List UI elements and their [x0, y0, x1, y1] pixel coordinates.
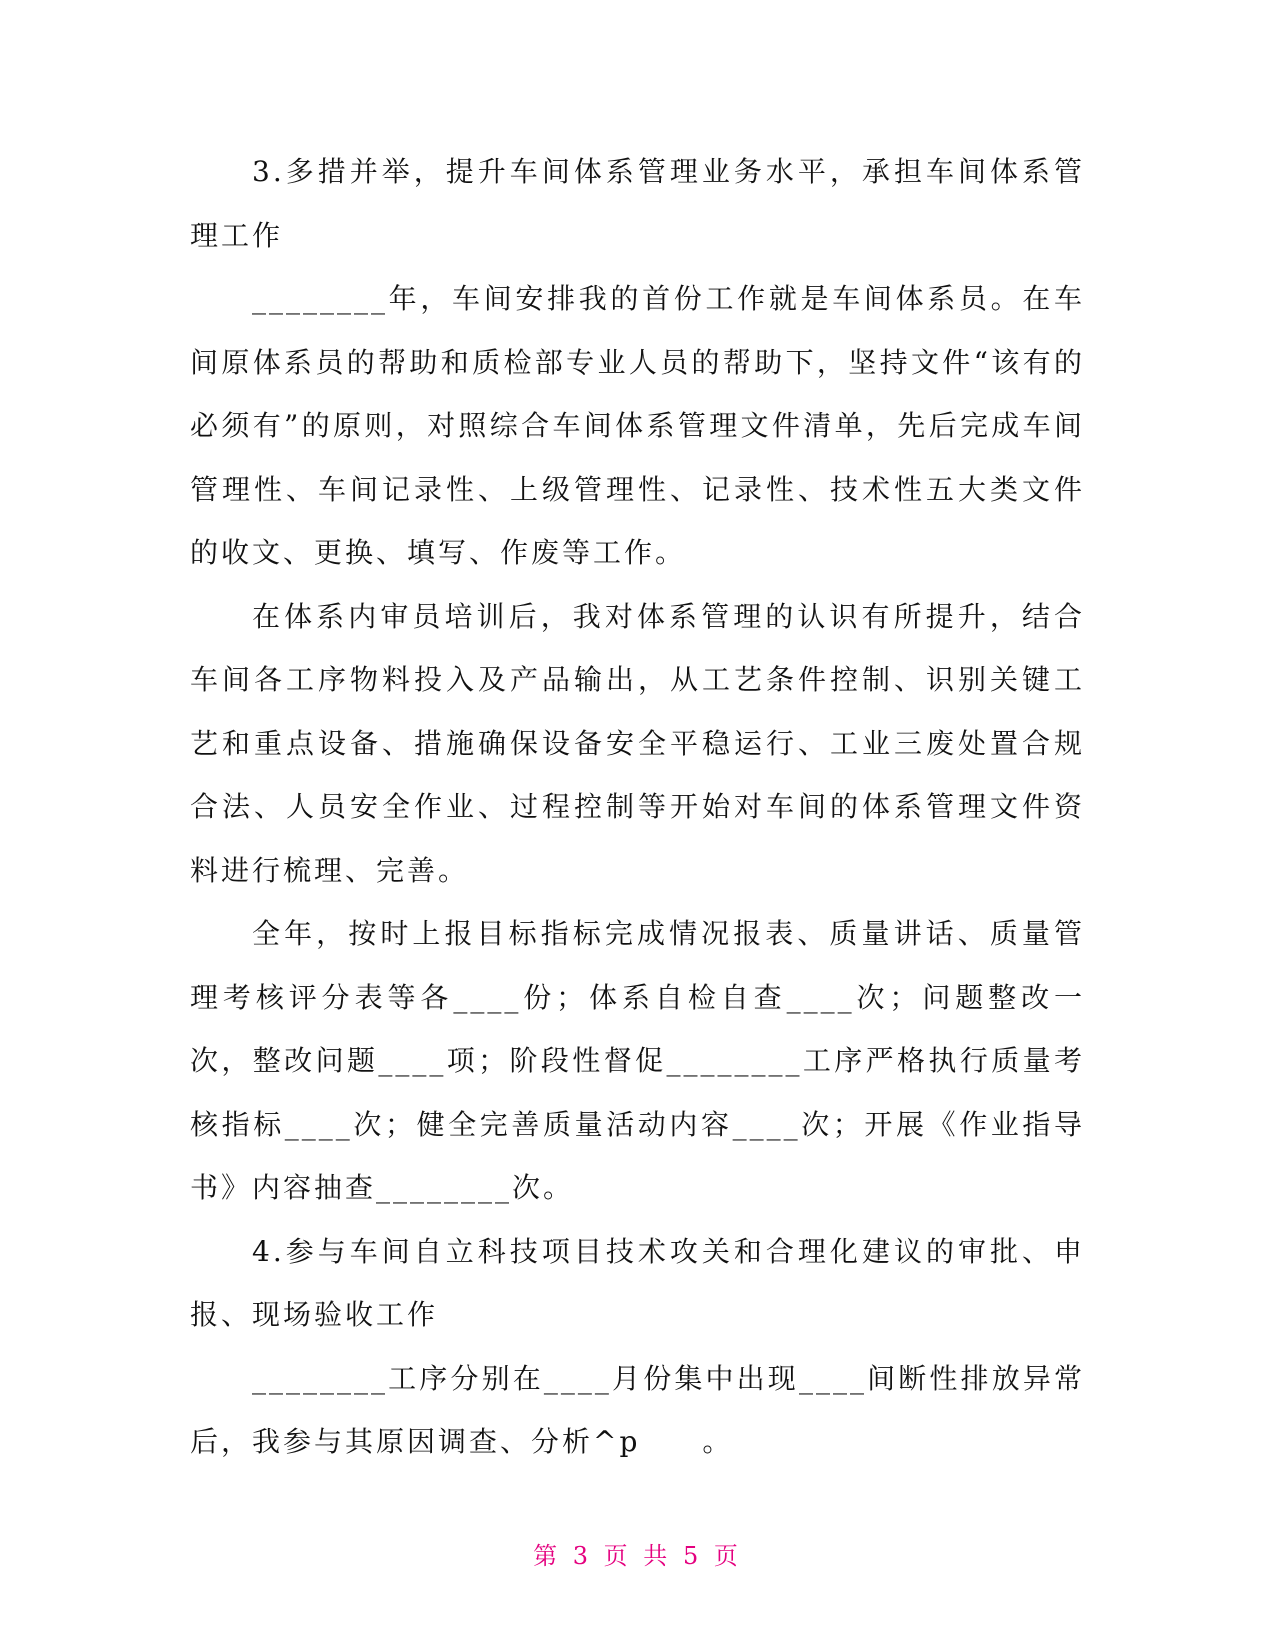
document-body: [190, 140, 1085, 1474]
body-paragraph: ________年，车间安排我的首份工作就是车间体系员。在车间原体系员的帮助和质检部专业人员的帮助下，坚持文件“该有的必须有”的原则，对照综合车间体系管理文件清单，先后完成车间管理性、车间记录性、上级管理性、记录性、技术性五大类文件的收文、更换、填写、作废等工作。: [190, 282, 1085, 569]
body-paragraph: 全年，按时上报目标指标完成情况报表、质量讲话、质量管理考核评分表等各____份；体系自检自查____次；问题整改一次，整改问题____项；阶段性督促________工序严格执行质量考核指标____次；健全完善质量活动内容____次；开展《作业指导书》内容抽查________次。: [190, 917, 1085, 1204]
body-paragraph: 在体系内审员培训后，我对体系管理的认识有所提升，结合车间各工序物料投入及产品输出，从工艺条件控制、识别关键工艺和重点设备、措施确保设备安全平稳运行、工业三废处置合规合法、人员安全作业、过程控制等开始对车间的体系管理文件资料进行梳理、完善。: [190, 599, 1085, 887]
section-heading-3: 3.多措并举，提升车间体系管理业务水平，承担车间体系管理工作: [190, 155, 1085, 252]
body-paragraph: ________工序分别在____月份集中出现____间断性排放异常后，我参与其原因调查、分析^p 。: [190, 1361, 1085, 1458]
page-number-footer: 第 3 页 共 5 页: [533, 1542, 742, 1570]
section-heading-4: 4.参与车间自立科技项目技术攻关和合理化建议的审批、申报、现场验收工作: [190, 1234, 1085, 1331]
